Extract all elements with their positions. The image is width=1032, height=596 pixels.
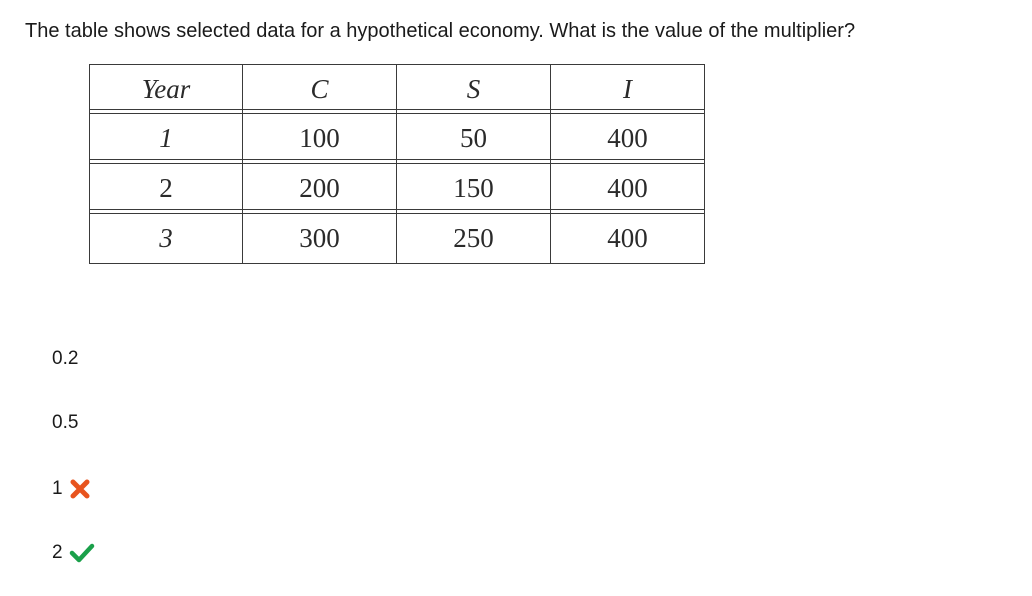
answer-option[interactable] [52, 478, 91, 500]
answer-option-label: 2 [52, 542, 63, 563]
header-c: C [243, 64, 397, 114]
cell-i: 400 [551, 164, 705, 214]
answer-option[interactable] [52, 412, 78, 434]
table-row [89, 114, 705, 164]
wrong-icon [69, 478, 91, 500]
answer-option-label: 0.2 [52, 348, 79, 369]
cell-c: 200 [243, 164, 397, 214]
answer-option[interactable] [52, 542, 95, 564]
table-row [89, 214, 705, 264]
header-s: S [397, 64, 551, 114]
table-row [89, 164, 705, 214]
cell-c: 300 [243, 214, 397, 264]
cell-c: 100 [243, 114, 397, 164]
question-text: The table shows selected data for a hypothetical economy. What is the value of the multiplier? [25, 20, 856, 42]
cell-year: 1 [89, 114, 243, 164]
cell-i: 400 [551, 214, 705, 264]
correct-icon [69, 542, 95, 564]
cell-s: 50 [397, 114, 551, 164]
cell-s: 150 [397, 164, 551, 214]
answer-option-label: 0.5 [52, 412, 79, 433]
data-table [89, 64, 705, 264]
header-i: I [551, 64, 705, 114]
cell-year: 2 [89, 164, 243, 214]
cell-s: 250 [397, 214, 551, 264]
table-header-row [89, 64, 705, 114]
header-year: Year [89, 64, 243, 114]
answer-option[interactable] [52, 348, 78, 370]
cell-year: 3 [89, 214, 243, 264]
answer-option-label: 1 [52, 478, 63, 499]
cell-i: 400 [551, 114, 705, 164]
